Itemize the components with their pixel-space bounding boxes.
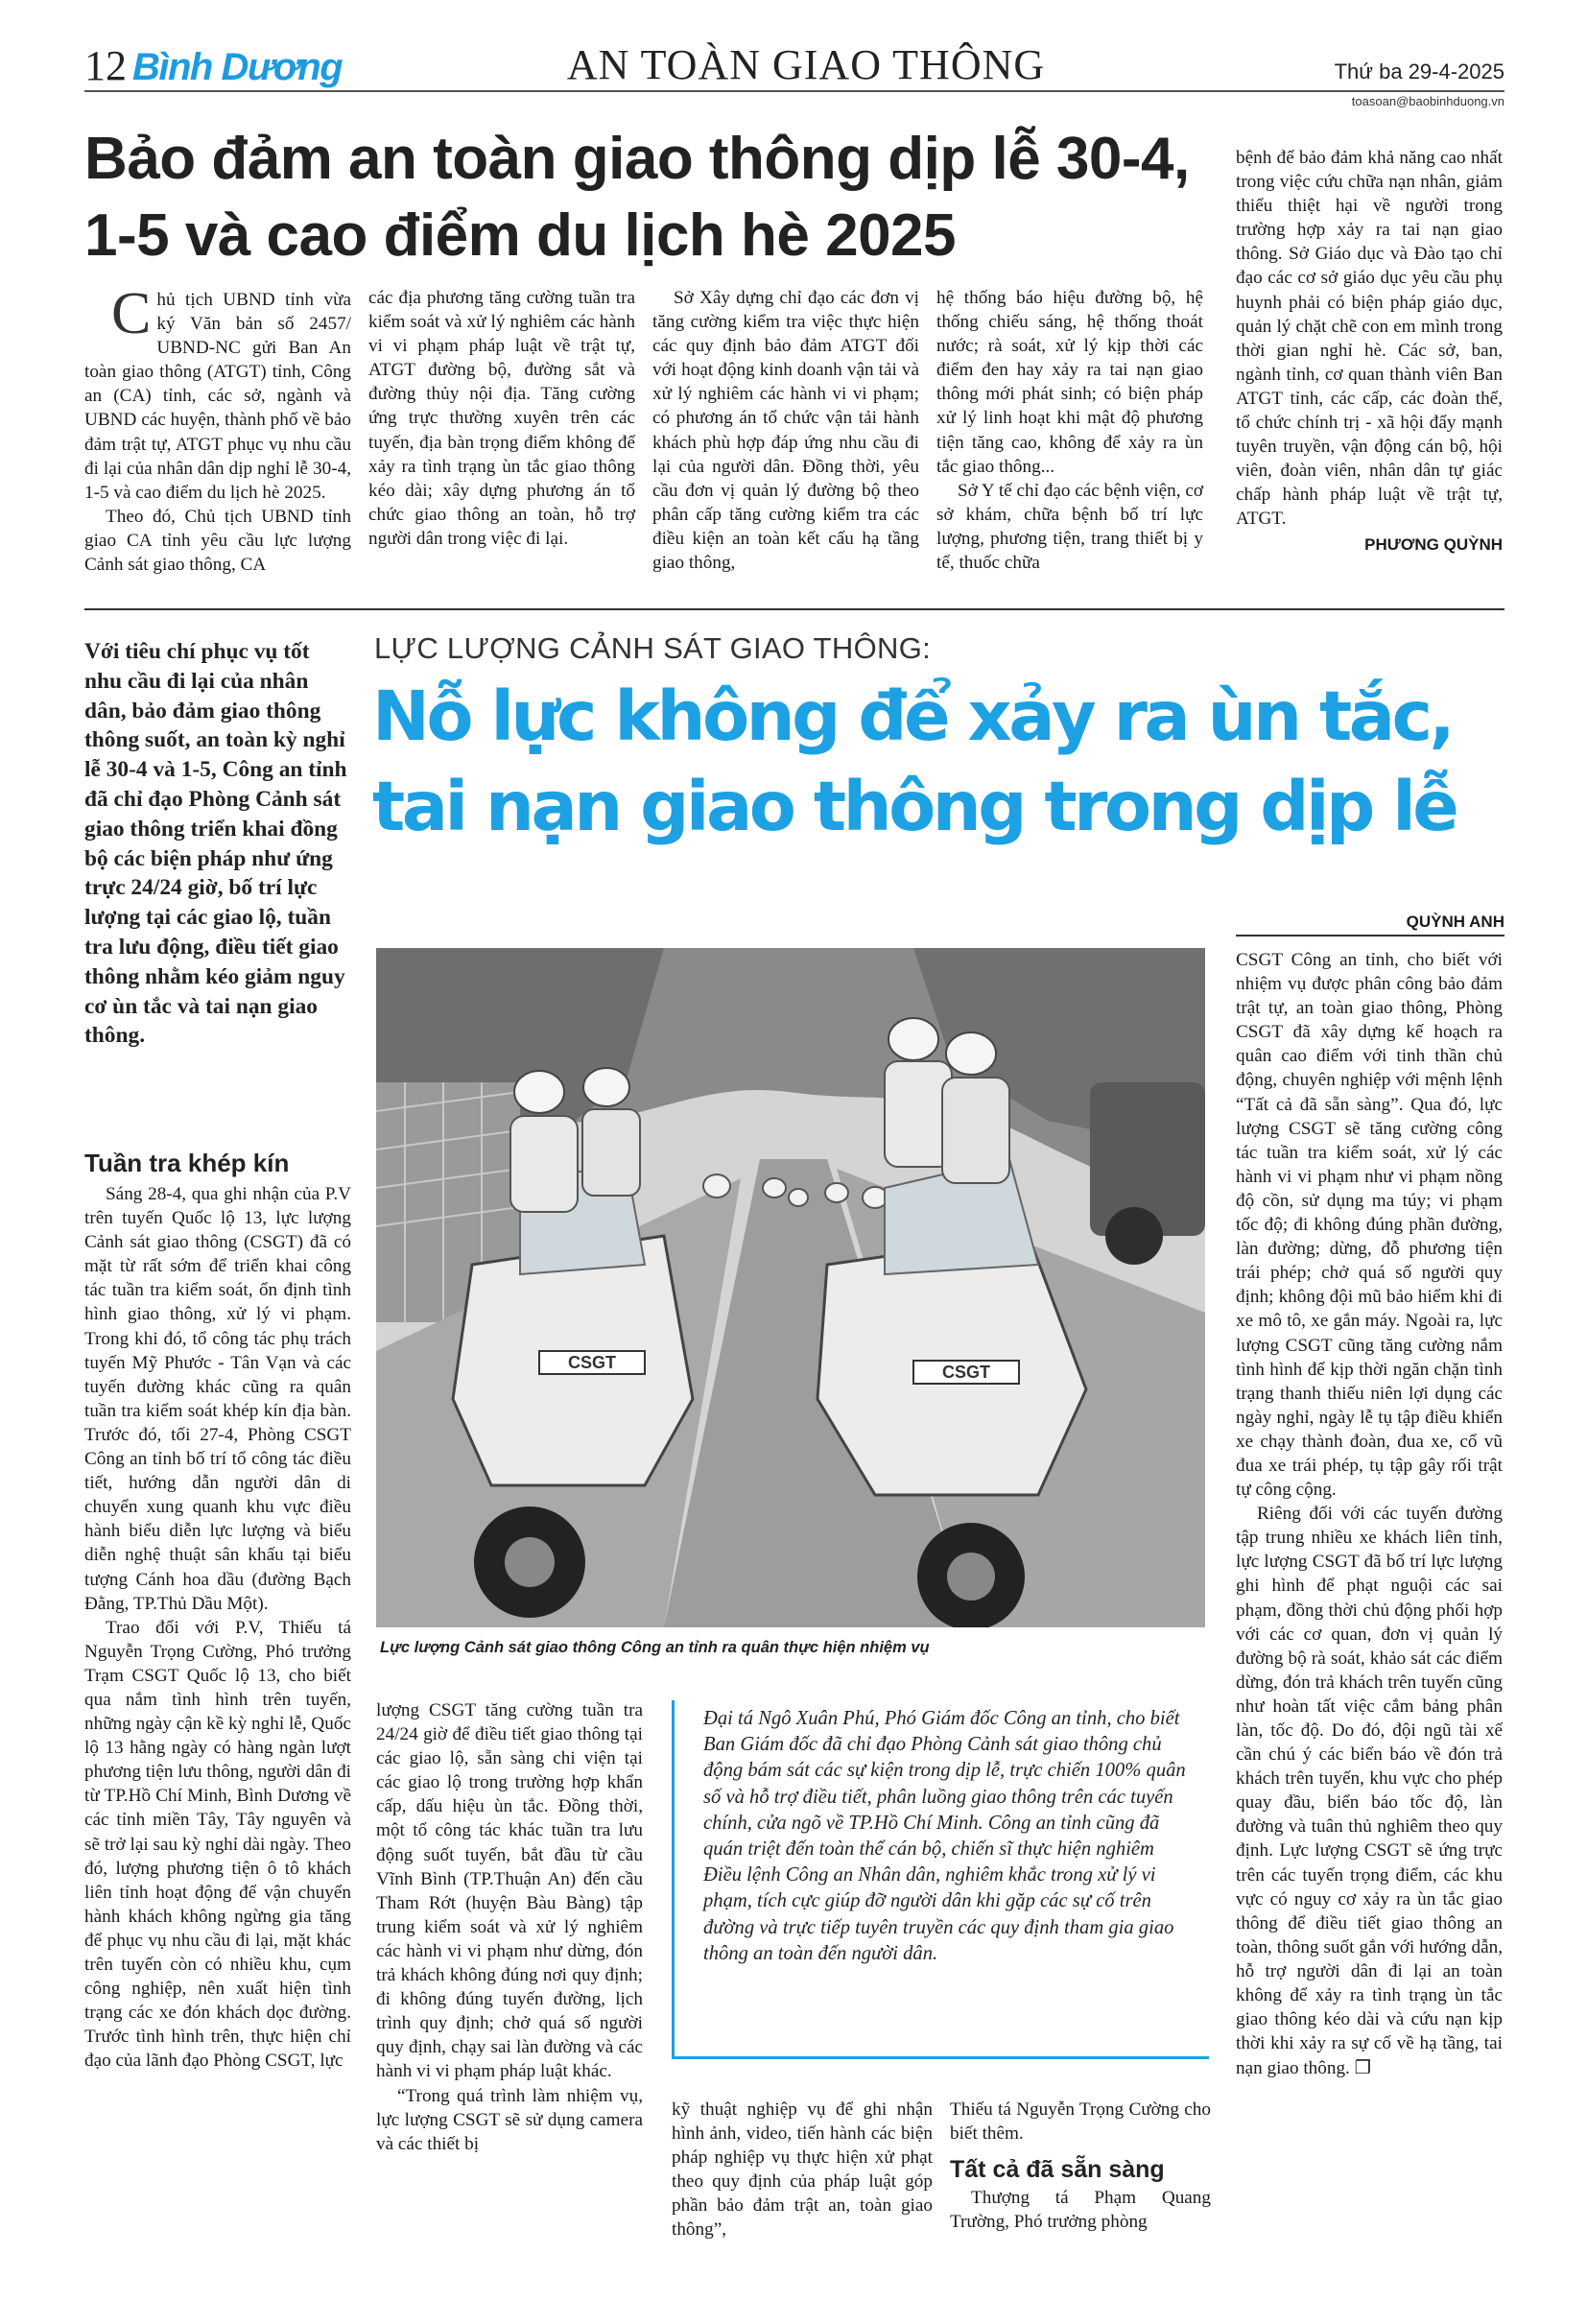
- article2-mid-col3-p1: Thiếu tá Nguyễn Trọng Cường cho biết thêm.: [950, 2099, 1211, 2145]
- masthead-rule: [84, 90, 1504, 92]
- article1-headline-line1: Bảo đảm an toàn giao thông dịp lễ 30-4,: [84, 126, 1190, 192]
- article2-left-p2: Trao đổi với P.V, Thiếu tá Nguyễn Trọng Cường, Phó trưởng Trạm CSGT Quốc lộ 13, cho biết qua nắm tình hình trên tuyến, những ngày cận kề kỳ nghỉ lễ, Quốc lộ 13 hằng ngày có hàng ngàn lượt phương tiện lưu thông, người dân đi từ TP.Hồ Chí Minh, Bình Dương về các tỉnh miền Tây, Tây nguyên và sẽ trở lại sau kỳ nghỉ dài ngày. Theo đó, lượng phương tiện ô tô khách liên tỉnh hoạt động để vận chuyển hành khách không ngừng gia tăng để phục vụ nhu cầu đi lại, mặt khác trên tuyến còn có nhiều khu, cụm công nghiệp, nên xuất hiện tình trạng các xe đón khách dọc đường. Trước tình hình trên, thực hiện chỉ đạo của lãnh đạo Phòng CSGT, lực: [84, 1617, 351, 2072]
- drop-cap: C: [111, 281, 152, 346]
- article2-headline: [372, 672, 1504, 852]
- article1-col2: [368, 286, 635, 551]
- article1-col2-text: các địa phương tăng cường tuần tra kiểm soát và xử lý nghiêm các hành vi vi phạm pháp luật về trật tự, ATGT đường bộ, đường sắt và đường thủy nội địa. Tăng cường ứng trực thường xuyên trên các tuyến, địa bàn trọng điểm không để xảy ra tình trạng ùn tắc giao thông kéo dài; xây dựng phương án tổ chức giao thông an toàn, hỗ trợ người dân trong việc đi lại.: [368, 288, 635, 549]
- article1-col4: [936, 286, 1203, 575]
- article2-left-col: [84, 1182, 351, 2073]
- article2-mid-col3-p2: Thượng tá Phạm Quang Trường, Phó trưởng phòng: [950, 2188, 1211, 2233]
- issue-date: Thứ ba 29-4-2025: [1334, 59, 1504, 83]
- article1-col3-text: Sở Xây dựng chỉ đạo các đơn vị tăng cường kiểm tra việc thực hiện các quy định bảo đảm ATGT đối với hoạt động kinh doanh vận tải và xử lý nghiêm các hành vi vi phạm; có phương án tổ chức vận tải hành khách phù hợp đáp ứng nhu cầu đi lại của người dân. Đồng thời, yêu cầu đơn vị quản lý đường bộ theo phân cấp tăng cường kiểm tra các điều kiện an toàn kết cấu hạ tầng giao thông,: [652, 288, 919, 574]
- article2-right-col: [1236, 948, 1503, 2080]
- article2-mid-col1-p2: “Trong quá trình làm nhiệm vụ, lực lượng CSGT sẽ sử dụng camera và các thiết bị: [376, 2085, 643, 2154]
- article1-col1-first: hủ tịch UBND tỉnh vừa ký Văn bản số 2457/ UBND-NC gửi Ban An toàn giao thông (ATGT) tỉnh, Công an (CA) tỉnh, các sở, ngành và UBND các huyện, thành phố về bảo đảm trật tự, ATGT phục vụ nhu cầu đi lại của nhân dân dịp nghỉ lễ 30-4, 1-5 và cao điểm du lịch hè 2025.: [84, 290, 351, 503]
- end-mark-icon: ❐: [1354, 2056, 1371, 2079]
- masthead: [0, 0, 1587, 115]
- article2-right-p1: CSGT Công an tỉnh, cho biết với nhiệm vụ được phân công bảo đảm trật tự, an toàn giao thông, Phòng CSGT đã xây dựng kế hoạch ra quân cao điểm với tinh thần chủ động, chuyên nghiệp với mệnh lệnh “Tất cả đã sẵn sàng”. Qua đó, lực lượng CSGT sẽ tăng cường công tác tuần tra kiểm soát, xử lý các hành vi vi phạm như vi phạm nồng độ cồn, sử dụng ma túy; vi phạm tốc độ; đi không đúng phần đường, làn đường; dừng, đỗ phương tiện trái phép; chở quá số người quy định; không đội mũ bảo hiểm khi đi xe mô tô, xe gắn máy. Ngoài ra, lực lượng CSGT cũng tăng cường nắm tình hình để kịp thời ngăn chặn tình trạng thanh thiếu niên lợi dụng các ngày nghỉ, ngày lễ tụ tập điều khiển xe chạy thành đoàn, đua xe, cổ vũ đua xe trái phép, tụ tập gây rối trật tự công cộng.: [1236, 950, 1503, 1501]
- article2-byline: QUỲNH ANH: [1406, 913, 1504, 931]
- article1-col1-second: Theo đó, Chủ tịch UBND tỉnh giao CA tỉnh yêu cầu lực lượng Cảnh sát giao thông, CA: [84, 506, 351, 576]
- article2-right-p2-text: Riêng đối với các tuyến đường tập trung nhiều xe khách liên tỉnh, lực lượng CSGT đã bố trí lực lượng ghi hình để phạt nguội các sai phạm, đồng thời chủ động phối hợp với các cơ quan, đơn vị quản lý đường bộ rà soát, khảo sát các điểm dừng, đón trả khách trên tuyến cũng như hoàn tất việc cắm bảng phân làn, tốc độ. Do đó, đội ngũ tài xế cần chú ý các biển báo về đón trả khách trên tuyến, khu vực cho phép quay đầu, biển báo tốc độ, làn đường và tuân thủ nghiêm theo quy định. Lực lượng CSGT sẽ ứng trực trên các tuyến trọng điểm, các khu vực có nguy cơ xảy ra ùn tắc giao thông để điều tiết giao thông an toàn, thông suốt gắn với hướng dẫn, hỗ trợ người dân đi lại an toàn không để xảy ra tình trạng ùn tắc giao thông kéo dài và cứu nạn kịp thời khi xảy ra sự cố về hạ tầng, tai nạn giao thông.: [1236, 1504, 1503, 2079]
- brand-logo: Bình Dương: [132, 46, 343, 88]
- article2-left-p1: Sáng 28-4, qua ghi nhận của P.V trên tuyến Quốc lộ 13, lực lượng Cảnh sát giao thông (CSGT) đã có mặt từ rất sớm để triển khai công tác tuần tra kiểm soát, ổn định tình hình giao thông, xử lý vi phạm. Trong khi đó, tổ công tác phụ trách tuyến Mỹ Phước - Tân Vạn và các tuyến đường khác cũng ra quân tuần tra kiểm soát khép kín địa bàn. Trước đó, tối 27-4, Phòng CSGT Công an tỉnh bố trí tổ công tác điều tiết, hướng dẫn người dân di chuyển xung quanh khu vực điều hành biểu diễn lực lượng và biểu diễn nghệ thuật sân khấu tại biểu tượng Cánh hoa dầu (đường Bạch Đằng, TP.Thủ Dầu Một).: [84, 1184, 351, 1614]
- article2-kicker: LỰC LƯỢNG CẢNH SÁT GIAO THÔNG:: [374, 631, 932, 665]
- article2-headline-line1: Nỗ lực không để xảy ra ùn tắc,: [372, 676, 1453, 756]
- article2-headline-line2: tai nạn giao thông trong dịp lễ: [372, 767, 1457, 846]
- article1-headline: [84, 121, 1226, 274]
- photo-caption: Lực lượng Cảnh sát giao thông Công an tỉnh ra quân thực hiện nhiệm vụ: [380, 1639, 930, 1656]
- article1-col5-text: bệnh để bảo đảm khả năng cao nhất trong việc cứu chữa nạn nhân, giảm thiểu thiệt hại về người trong trường hợp xảy ra tai nạn giao thông. Sở Giáo dục và Đào tạo chỉ đạo các cơ sở giáo dục yêu cầu phụ huynh phải có biện pháp giáo dục, quản lý chặt chẽ con em mình trong thời gian nghỉ hè. Các sở, ban, ngành tỉnh, cơ quan thành viên Ban ATGT tỉnh, các cấp, các đoàn thể, tổ chức chính trị - xã hội đẩy mạnh tuyên truyền, vận động cán bộ, hội viên, đoàn viên, nhân dân tự giác chấp hành pháp luật về trật tự, ATGT.: [1236, 148, 1503, 530]
- photo-illustration: [376, 948, 1205, 1627]
- article1-byline: PHƯƠNG QUỲNH: [1364, 534, 1503, 554]
- article1-col4-second: Sở Y tế chỉ đạo các bệnh viện, cơ sở khám, chữa bệnh bố trí lực lượng, phương tiện, trang thiết bị y tế, thuốc chữa: [936, 480, 1203, 574]
- article-divider: [84, 608, 1504, 610]
- article1-col5: [1236, 146, 1503, 557]
- article2-mid-col2-text: kỹ thuật nghiệp vụ để ghi nhận hình ảnh, video, tiến hành các biện pháp nghiệp vụ thực hiện xử phạt theo quy định của pháp luật góp phần bảo đảm trật an, toàn giao thông”,: [672, 2099, 933, 2241]
- article2-lead: Với tiêu chí phục vụ tốt nhu cầu đi lại của nhân dân, bảo đảm giao thông thông suốt, an toàn kỳ nghỉ lễ 30-4 và 1-5, Công an tỉnh đã chỉ đạo Phòng Cảnh sát giao thông triển khai đồng bộ các biện pháp như ứng trực 24/24 giờ, bố trí lực lượng tại các giao lộ, tuần tra lưu động, điều tiết giao thông nhằm kéo giảm nguy cơ ùn tắc và tai nạn giao thông.: [84, 639, 347, 1049]
- byline-rule: [1236, 935, 1504, 937]
- news-photo: [376, 948, 1205, 1627]
- plate-left: CSGT: [567, 1353, 617, 1372]
- article2-right-p2: [1236, 1502, 1503, 2080]
- quote-box: [672, 1700, 1209, 2059]
- page-number: 12: [84, 42, 127, 89]
- article1-col3: [652, 286, 919, 575]
- article2-mid-col1-p1: lượng CSGT tăng cường tuần tra 24/24 giờ để điều tiết giao thông tại các giao lộ, sẵn sàng chi viện tại các giao lộ trong trường hợp khẩn cấp, dấu hiệu ùn tắc. Đồng thời, một tổ công tác khác tuần tra lưu động suốt tuyến, bắt đầu từ cầu Vĩnh Bình (TP.Thuận An) đến cầu Tham Rớt (huyện Bàu Bàng) tập trung kiểm soát và xử lý nghiêm các hành vi vi phạm như dừng, đón trả khách không đúng nơi quy định; đi không đúng tuyến đường, lịch trình quy định; chở quá số người quy định, chạy sai làn đường và các hành vi vi phạm pháp luật khác.: [376, 1700, 643, 2082]
- article2-mid-col1: [376, 1698, 643, 2156]
- article1-para1: [84, 281, 351, 505]
- article1-headline-line2: 1-5 và cao điểm du lịch hè 2025: [84, 202, 957, 269]
- section-title: AN TOÀN GIAO THÔNG: [566, 41, 1046, 88]
- article1-col1: [84, 281, 351, 577]
- article2-mid-col3: [950, 2098, 1211, 2234]
- subhead-ready: Tất cả đã sẵn sàng: [950, 2156, 1165, 2184]
- subhead-patrol: Tuần tra khép kín: [84, 1149, 290, 1177]
- article1-col4-first: hệ thống báo hiệu đường bộ, hệ thống chiếu sáng, hệ thống thoát nước; rà soát, xử lý kịp thời các điểm đen hay xảy ra tai nạn giao thông mới phát sinh; có biện pháp xử lý linh hoạt khi mật độ phương tiện tăng cao, không để xảy ra ùn tắc giao thông...: [936, 288, 1203, 477]
- plate-right: CSGT: [941, 1363, 991, 1382]
- contact-email: toasoan@baobinhduong.vn: [1351, 94, 1504, 108]
- quote-text: Đại tá Ngô Xuân Phú, Phó Giám đốc Công an tỉnh, cho biết Ban Giám đốc đã chỉ đạo Phòng Cảnh sát giao thông chủ động bám sát các sự kiện trong dịp lễ, trực chiến 100% quân số và hỗ trợ điều tiết, phân luồng giao thông trên các tuyến chính, cửa ngõ về TP.Hồ Chí Minh. Công an tỉnh cũng đã quán triệt đến toàn thể cán bộ, chiến sĩ thực hiện nghiêm Điều lệnh Công an Nhân dân, nghiêm khắc trong xử lý vi phạm, tích cực giúp đỡ người dân khi gặp các sự cố trên đường và trực tiếp tuyên truyền các quy định tham gia giao thông an toàn đến người dân.: [703, 1708, 1186, 1964]
- article2-mid-col2: [672, 2098, 933, 2242]
